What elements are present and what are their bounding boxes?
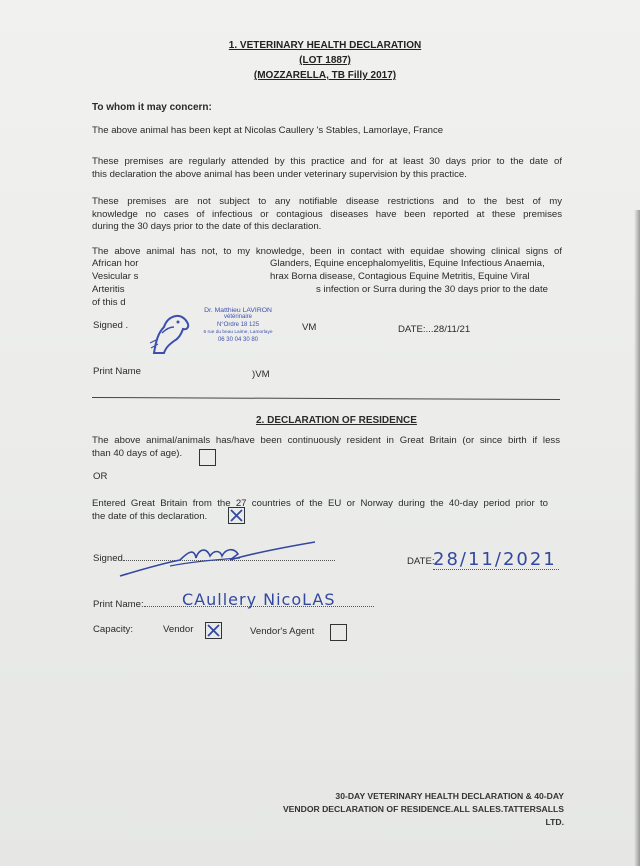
- check-x-icon: [206, 623, 221, 638]
- doc-title: 1. VETERINARY HEALTH DECLARATION: [228, 40, 422, 51]
- vendor-print-name-label: Print Name:: [93, 599, 374, 610]
- footer: 30-DAY VETERINARY HEALTH DECLARATION & 40-DAY VENDOR DECLARATION OF RESIDENCE.ALL SALES.TATTERSALLS LTD.: [282, 791, 564, 827]
- vendor-checkbox[interactable]: [205, 622, 222, 639]
- vet-stamp: [148, 307, 288, 359]
- residence-heading: 2. DECLARATION OF RESIDENCE: [256, 415, 417, 426]
- contact-line5: of this d: [92, 297, 126, 308]
- vet-print-name-value: )VM: [252, 369, 270, 380]
- contact-line2-right: Glanders, Equine encephalomyelitis, Equine Infectious Anaemia,: [270, 258, 545, 269]
- lot-number: (LOT 1887): [299, 55, 351, 66]
- contact-line4-left: Arteritis: [92, 284, 125, 295]
- contact-line2-left: African hor: [92, 258, 139, 269]
- vendor-signed-label: Signed: [93, 553, 335, 564]
- vet-signed-label: Signed .: [93, 320, 129, 331]
- contact-line3-right: hrax Borna disease, Contagious Equine Metritis, Equine Viral: [270, 271, 530, 282]
- vet-date: DATE:...28/11/21: [398, 324, 471, 335]
- entered-checkbox[interactable]: [228, 507, 245, 524]
- horse-head-icon: [148, 313, 192, 355]
- vendor-date-value: 28/11/2021: [433, 549, 557, 570]
- capacity-label: Capacity:: [93, 624, 133, 635]
- agent-checkbox[interactable]: [330, 624, 347, 641]
- para-resident: The above animal/animals has/have been continuously resident in Great Britain (or since birth if less than 40 days of age).: [92, 435, 560, 459]
- vendor-label: Vendor: [163, 624, 194, 635]
- vet-print-name-label: Print Name: [93, 366, 141, 377]
- para-attendance: These premises are regularly attended by this practice and for at least 30 days prior to the date of this declaration the above animal has been under veterinary supervision by this practice.: [92, 156, 562, 180]
- para-entered: Entered Great Britain from the 27 countries of the EU or Norway during the 40-day period prior to the date of this declaration.: [92, 498, 548, 522]
- vendor-date-label: DATE:: [407, 556, 435, 567]
- check-x-icon: [229, 508, 244, 523]
- vet-vm: VM: [302, 322, 317, 333]
- stamp-text: Dr. Matthieu LAVIRON vétérinaire N°Ordre 18 125 6 rue du beau Laime, Lamorlaye 06 30 04 30 80: [203, 307, 273, 343]
- page-edge-shadow: [634, 210, 640, 866]
- para-contact: The above animal has not, to my knowledge, been in contact with equidae showing clinical signs of: [92, 246, 562, 257]
- salutation: To whom it may concern:: [92, 102, 212, 113]
- agent-label: Vendor's Agent: [250, 626, 315, 637]
- resident-checkbox[interactable]: [199, 449, 216, 466]
- vendor-date-dots: [433, 569, 559, 570]
- contact-line3-left: Vesicular s: [92, 271, 139, 282]
- para-restrictions: These premises are not subject to any notifiable disease restrictions and to the best of my knowledge no cases of infectious or contagious diseases have been reported at these premises during the 30 days prior to the date of this declaration.: [92, 196, 562, 233]
- vendor-signature: [110, 538, 320, 582]
- vendor-print-name-value: CAullery NicoLAS: [182, 590, 336, 609]
- para-stables: The above animal has been kept at Nicolas Caullery 's Stables, Lamorlaye, France: [92, 125, 444, 136]
- or-label: OR: [93, 471, 108, 482]
- horse-name: (MOZZARELLA, TB Filly 2017): [253, 70, 397, 81]
- contact-line4-right: s infection or Surra during the 30 days prior to the date: [316, 284, 548, 295]
